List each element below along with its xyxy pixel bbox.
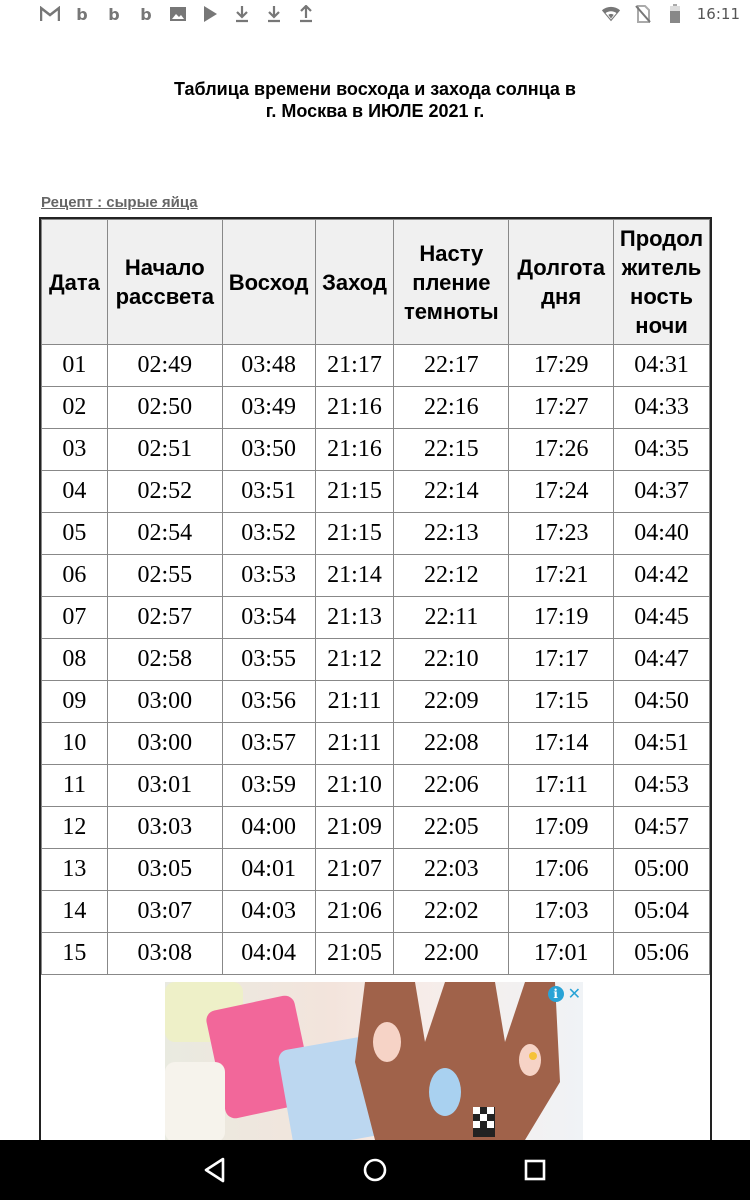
header-line: Насту [419, 240, 484, 266]
navigation-bar [0, 1140, 750, 1200]
cell-sunrise: 03:55 [222, 639, 315, 681]
cell-sunrise: 03:52 [222, 513, 315, 555]
gmail-icon [40, 4, 60, 24]
title-line-1: Таблица времени восхода и захода солнца в [173, 79, 576, 99]
cell-night-length: 05:00 [614, 849, 710, 891]
cell-dark-start: 22:15 [394, 429, 509, 471]
title-line-2: г. Москва в ИЮЛЕ 2021 г. [265, 101, 485, 121]
cell-sunrise: 03:56 [222, 681, 315, 723]
cell-sunrise: 03:51 [222, 471, 315, 513]
clock: 16:11 [696, 5, 740, 23]
cell-sunrise: 03:54 [222, 597, 315, 639]
cell-night-length: 04:42 [614, 555, 710, 597]
header-sunset [315, 220, 394, 345]
table-row [42, 723, 710, 765]
nail-polish-bottle-white [165, 1062, 225, 1140]
table-row [42, 849, 710, 891]
info-icon[interactable]: i [548, 986, 564, 1002]
cell-day-length: 17:01 [509, 933, 614, 975]
cell-night-length: 04:31 [614, 345, 710, 387]
cell-dark-start: 22:05 [394, 807, 509, 849]
header-line: пление [412, 269, 491, 295]
header-line: ночи [635, 313, 688, 338]
cell-date: 14 [42, 891, 108, 933]
cell-sunset: 21:11 [315, 681, 394, 723]
header-line: темноты [403, 298, 499, 324]
b-icon: b [76, 4, 88, 24]
back-icon[interactable] [199, 1154, 231, 1186]
cell-night-length: 04:53 [614, 765, 710, 807]
download-icon [232, 4, 252, 24]
cell-date: 04 [42, 471, 108, 513]
cell-dark-start: 22:11 [394, 597, 509, 639]
hand-with-nails [355, 982, 565, 1140]
cell-dark-start: 22:10 [394, 639, 509, 681]
page-title [0, 78, 750, 122]
header-line: Продол [619, 226, 704, 251]
system-icons [601, 4, 740, 24]
table-row [42, 891, 710, 933]
cell-sunset: 21:12 [315, 639, 394, 681]
cell-date: 07 [42, 597, 108, 639]
cell-sunset: 21:09 [315, 807, 394, 849]
table-row [42, 933, 710, 975]
cell-sunrise: 03:57 [222, 723, 315, 765]
cell-dark-start: 22:16 [394, 387, 509, 429]
cell-day-length: 17:26 [509, 429, 614, 471]
table-row [42, 513, 710, 555]
cell-sunset: 21:11 [315, 723, 394, 765]
battery-icon [665, 4, 685, 24]
table-row [42, 555, 710, 597]
cell-date: 10 [42, 723, 108, 765]
wifi-icon [601, 4, 621, 24]
cell-sunrise: 03:59 [222, 765, 315, 807]
cell-sunrise: 04:00 [222, 807, 315, 849]
cell-night-length: 04:35 [614, 429, 710, 471]
cell-dawn-start: 02:52 [107, 471, 222, 513]
header-line: Восход [228, 269, 309, 295]
header-dawn-start [107, 220, 222, 345]
table-row [42, 345, 710, 387]
cell-dawn-start: 03:01 [107, 765, 222, 807]
cell-dawn-start: 03:00 [107, 723, 222, 765]
ad-choices[interactable] [548, 984, 581, 1003]
cell-night-length: 04:45 [614, 597, 710, 639]
cell-night-length: 05:06 [614, 933, 710, 975]
table-row [42, 387, 710, 429]
header-row [42, 220, 710, 345]
cell-date: 03 [42, 429, 108, 471]
ad-banner[interactable] [165, 982, 583, 1140]
table-row [42, 471, 710, 513]
cell-sunrise: 03:53 [222, 555, 315, 597]
header-sunrise [222, 220, 315, 345]
cell-sunset: 21:13 [315, 597, 394, 639]
cell-dark-start: 22:14 [394, 471, 509, 513]
cell-dark-start: 22:08 [394, 723, 509, 765]
cell-dawn-start: 03:07 [107, 891, 222, 933]
cell-date: 08 [42, 639, 108, 681]
notification-icons [40, 4, 316, 24]
cell-sunset: 21:14 [315, 555, 394, 597]
cell-sunset: 21:16 [315, 429, 394, 471]
no-sim-icon [633, 4, 653, 24]
cell-night-length: 04:50 [614, 681, 710, 723]
cell-day-length: 17:27 [509, 387, 614, 429]
play-store-icon [200, 4, 220, 24]
cell-date: 13 [42, 849, 108, 891]
cell-night-length: 04:51 [614, 723, 710, 765]
image-icon [168, 4, 188, 24]
cell-date: 15 [42, 933, 108, 975]
cell-sunset: 21:15 [315, 513, 394, 555]
cell-sunset: 21:07 [315, 849, 394, 891]
header-date [42, 220, 108, 345]
cell-sunrise: 03:48 [222, 345, 315, 387]
table-row [42, 681, 710, 723]
home-icon[interactable] [359, 1154, 391, 1186]
header-line: Начало [124, 255, 205, 280]
cell-sunset: 21:17 [315, 345, 394, 387]
cell-dawn-start: 02:58 [107, 639, 222, 681]
recipe-link[interactable]: Рецепт : сырые яйца [41, 194, 198, 211]
download-icon [264, 4, 284, 24]
cell-date: 01 [42, 345, 108, 387]
header-dark-start [394, 220, 509, 345]
cell-sunset: 21:15 [315, 471, 394, 513]
cell-dark-start: 22:13 [394, 513, 509, 555]
header-line: Дата [48, 269, 100, 295]
cell-day-length: 17:21 [509, 555, 614, 597]
cell-dawn-start: 02:51 [107, 429, 222, 471]
cell-dawn-start: 02:50 [107, 387, 222, 429]
cell-sunset: 21:16 [315, 387, 394, 429]
cell-day-length: 17:23 [509, 513, 614, 555]
sun-table [41, 219, 710, 975]
cell-sunset: 21:06 [315, 891, 394, 933]
cell-date: 06 [42, 555, 108, 597]
cell-day-length: 17:11 [509, 765, 614, 807]
cell-sunrise: 04:04 [222, 933, 315, 975]
cell-dawn-start: 02:57 [107, 597, 222, 639]
close-icon[interactable]: ✕ [567, 984, 581, 1003]
cell-date: 11 [42, 765, 108, 807]
cell-dark-start: 22:17 [394, 345, 509, 387]
cell-date: 05 [42, 513, 108, 555]
status-bar [0, 0, 750, 32]
header-line: дня [541, 284, 582, 309]
cell-night-length: 04:57 [614, 807, 710, 849]
header-line: рассвета [115, 284, 214, 309]
cell-date: 09 [42, 681, 108, 723]
header-line: житель [621, 255, 702, 280]
cell-sunset: 21:05 [315, 933, 394, 975]
cell-dark-start: 22:09 [394, 681, 509, 723]
cell-dawn-start: 03:08 [107, 933, 222, 975]
recents-icon[interactable] [519, 1154, 551, 1186]
cell-dawn-start: 02:55 [107, 555, 222, 597]
cell-sunrise: 03:50 [222, 429, 315, 471]
header-night-length [614, 220, 710, 345]
cell-dark-start: 22:00 [394, 933, 509, 975]
cell-night-length: 04:47 [614, 639, 710, 681]
cell-dawn-start: 02:54 [107, 513, 222, 555]
cell-day-length: 17:06 [509, 849, 614, 891]
header-line: ность [630, 284, 694, 309]
cell-sunset: 21:10 [315, 765, 394, 807]
cell-day-length: 17:17 [509, 639, 614, 681]
cell-date: 12 [42, 807, 108, 849]
cell-night-length: 05:04 [614, 891, 710, 933]
cell-dawn-start: 03:03 [107, 807, 222, 849]
cell-day-length: 17:03 [509, 891, 614, 933]
cell-day-length: 17:14 [509, 723, 614, 765]
cell-date: 02 [42, 387, 108, 429]
cell-night-length: 04:33 [614, 387, 710, 429]
cell-sunrise: 03:49 [222, 387, 315, 429]
cell-dawn-start: 03:05 [107, 849, 222, 891]
cell-day-length: 17:19 [509, 597, 614, 639]
sun-table-container [39, 217, 712, 1140]
b-icon: b [108, 4, 120, 24]
cell-day-length: 17:15 [509, 681, 614, 723]
cell-sunrise: 04:03 [222, 891, 315, 933]
header-line: Долгота [517, 255, 605, 280]
table-row [42, 597, 710, 639]
cell-dark-start: 22:02 [394, 891, 509, 933]
cell-dark-start: 22:03 [394, 849, 509, 891]
cell-day-length: 17:24 [509, 471, 614, 513]
header-day-length [509, 220, 614, 345]
cell-dawn-start: 02:49 [107, 345, 222, 387]
header-line: Заход [322, 269, 387, 295]
cell-dawn-start: 03:00 [107, 681, 222, 723]
table-row [42, 429, 710, 471]
cell-night-length: 04:37 [614, 471, 710, 513]
table-row [42, 765, 710, 807]
cell-day-length: 17:09 [509, 807, 614, 849]
b-icon: b [140, 4, 152, 24]
cell-dark-start: 22:12 [394, 555, 509, 597]
table-row [42, 639, 710, 681]
cell-day-length: 17:29 [509, 345, 614, 387]
cell-night-length: 04:40 [614, 513, 710, 555]
upload-icon [296, 4, 316, 24]
cell-dark-start: 22:06 [394, 765, 509, 807]
cell-sunrise: 04:01 [222, 849, 315, 891]
table-row [42, 807, 710, 849]
